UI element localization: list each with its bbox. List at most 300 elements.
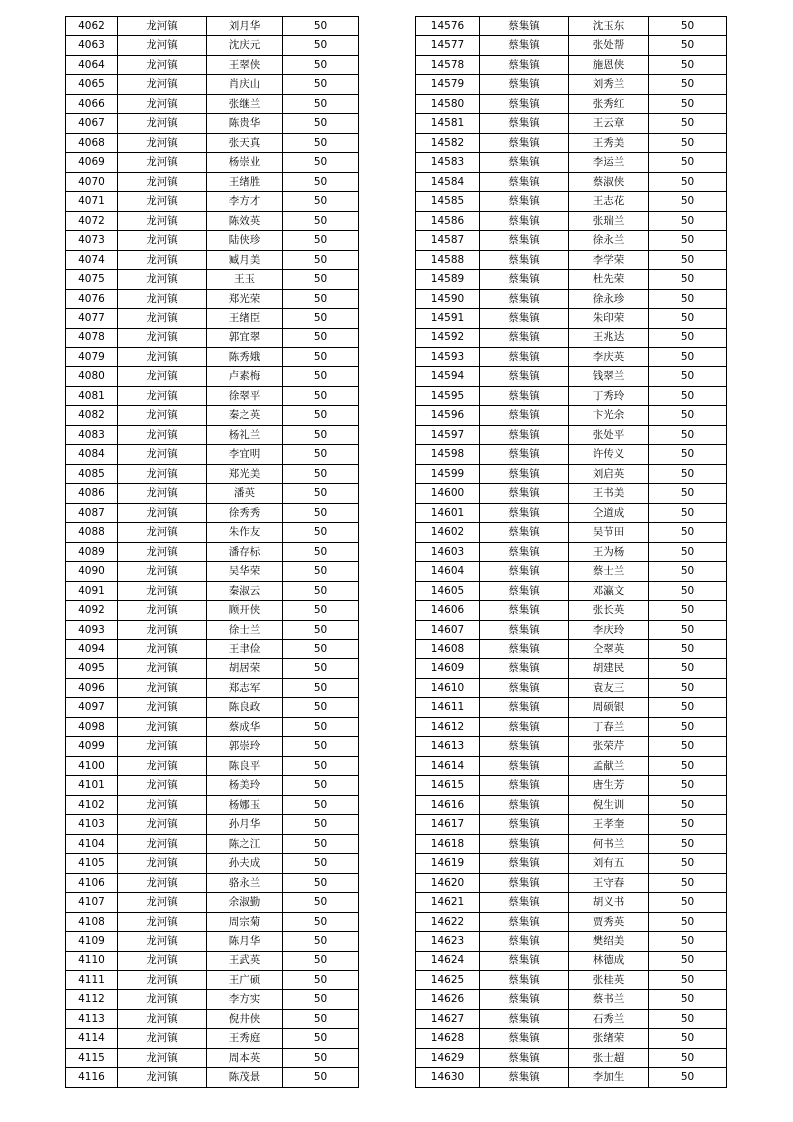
cell-name: 胡义书 — [569, 893, 649, 912]
cell-town: 蔡集镇 — [480, 523, 569, 542]
cell-amount: 50 — [283, 542, 359, 561]
cell-id: 14603 — [416, 542, 480, 561]
cell-id: 14582 — [416, 133, 480, 152]
cell-amount: 50 — [283, 698, 359, 717]
table-row — [66, 289, 359, 308]
cell-name: 朱作友 — [207, 523, 283, 542]
cell-name: 杨美玲 — [207, 776, 283, 795]
cell-id: 14593 — [416, 347, 480, 366]
cell-amount: 50 — [649, 153, 727, 172]
cell-amount: 50 — [649, 970, 727, 989]
cell-id: 4066 — [66, 94, 118, 113]
table-row — [416, 192, 727, 211]
cell-id: 4098 — [66, 717, 118, 736]
cell-name: 吴华荣 — [207, 562, 283, 581]
cell-id: 4080 — [66, 367, 118, 386]
cell-id: 4071 — [66, 192, 118, 211]
cell-amount: 50 — [283, 912, 359, 931]
table-row — [416, 659, 727, 678]
table-row — [416, 211, 727, 230]
cell-name: 徐秀秀 — [207, 503, 283, 522]
table-row — [416, 250, 727, 269]
cell-name: 郑光荣 — [207, 289, 283, 308]
table-row — [66, 153, 359, 172]
cell-id: 14598 — [416, 445, 480, 464]
cell-id: 14576 — [416, 17, 480, 36]
cell-id: 14597 — [416, 425, 480, 444]
table-row — [416, 990, 727, 1009]
cell-name: 骆永兰 — [207, 873, 283, 892]
cell-name: 徐士兰 — [207, 620, 283, 639]
cell-amount: 50 — [649, 854, 727, 873]
cell-town: 龙河镇 — [118, 581, 207, 600]
cell-amount: 50 — [283, 75, 359, 94]
table-row — [416, 795, 727, 814]
cell-town: 蔡集镇 — [480, 464, 569, 483]
cell-id: 14592 — [416, 328, 480, 347]
table-row — [66, 698, 359, 717]
cell-id: 4113 — [66, 1009, 118, 1028]
table-row — [66, 192, 359, 211]
table-row — [416, 153, 727, 172]
cell-amount: 50 — [283, 17, 359, 36]
cell-amount: 50 — [283, 425, 359, 444]
cell-id: 14596 — [416, 406, 480, 425]
table-row — [416, 601, 727, 620]
cell-amount: 50 — [649, 893, 727, 912]
cell-amount: 50 — [649, 17, 727, 36]
cell-id: 14620 — [416, 873, 480, 892]
cell-id: 4072 — [66, 211, 118, 230]
cell-id: 4085 — [66, 464, 118, 483]
cell-name: 何书兰 — [569, 834, 649, 853]
cell-amount: 50 — [283, 620, 359, 639]
cell-name: 王绪臣 — [207, 309, 283, 328]
table-row — [66, 406, 359, 425]
table-row — [66, 36, 359, 55]
cell-id: 4116 — [66, 1068, 118, 1087]
cell-id: 4115 — [66, 1048, 118, 1067]
table-row — [416, 75, 727, 94]
cell-town: 蔡集镇 — [480, 990, 569, 1009]
cell-amount: 50 — [283, 328, 359, 347]
table-row — [416, 328, 727, 347]
cell-id: 4073 — [66, 231, 118, 250]
cell-id: 14617 — [416, 815, 480, 834]
cell-amount: 50 — [283, 250, 359, 269]
cell-town: 蔡集镇 — [480, 659, 569, 678]
cell-amount: 50 — [649, 912, 727, 931]
cell-amount: 50 — [649, 464, 727, 483]
table-row — [66, 776, 359, 795]
cell-id: 4084 — [66, 445, 118, 464]
cell-name: 钱翠兰 — [569, 367, 649, 386]
cell-amount: 50 — [649, 698, 727, 717]
cell-id: 14612 — [416, 717, 480, 736]
cell-amount: 50 — [649, 717, 727, 736]
cell-town: 龙河镇 — [118, 153, 207, 172]
cell-id: 14581 — [416, 114, 480, 133]
table-row — [416, 815, 727, 834]
cell-name: 李宜明 — [207, 445, 283, 464]
cell-name: 肖庆山 — [207, 75, 283, 94]
cell-town: 蔡集镇 — [480, 970, 569, 989]
cell-id: 4105 — [66, 854, 118, 873]
cell-town: 龙河镇 — [118, 542, 207, 561]
cell-id: 14621 — [416, 893, 480, 912]
cell-id: 14608 — [416, 640, 480, 659]
cell-town: 蔡集镇 — [480, 562, 569, 581]
cell-town: 龙河镇 — [118, 250, 207, 269]
cell-id: 4109 — [66, 932, 118, 951]
cell-id: 14601 — [416, 503, 480, 522]
cell-town: 龙河镇 — [118, 367, 207, 386]
cell-amount: 50 — [649, 406, 727, 425]
cell-name: 潘存标 — [207, 542, 283, 561]
cell-id: 14630 — [416, 1068, 480, 1087]
table-row — [416, 698, 727, 717]
cell-town: 蔡集镇 — [480, 1029, 569, 1048]
cell-name: 丁春兰 — [569, 717, 649, 736]
cell-town: 龙河镇 — [118, 873, 207, 892]
cell-name: 刘秀兰 — [569, 75, 649, 94]
cell-id: 4102 — [66, 795, 118, 814]
cell-name: 李庆玲 — [569, 620, 649, 639]
table-row — [66, 542, 359, 561]
cell-name: 秦淑云 — [207, 581, 283, 600]
table-row — [66, 737, 359, 756]
cell-amount: 50 — [649, 192, 727, 211]
cell-amount: 50 — [649, 1068, 727, 1087]
table-row — [416, 834, 727, 853]
cell-name: 丁秀玲 — [569, 386, 649, 405]
cell-amount: 50 — [649, 601, 727, 620]
cell-amount: 50 — [283, 1068, 359, 1087]
cell-id: 14627 — [416, 1009, 480, 1028]
cell-id: 14591 — [416, 309, 480, 328]
cell-name: 张士超 — [569, 1048, 649, 1067]
cell-amount: 50 — [649, 309, 727, 328]
cell-town: 龙河镇 — [118, 289, 207, 308]
cell-id: 14628 — [416, 1029, 480, 1048]
cell-amount: 50 — [649, 815, 727, 834]
cell-town: 龙河镇 — [118, 562, 207, 581]
cell-name: 仝道成 — [569, 503, 649, 522]
cell-id: 4108 — [66, 912, 118, 931]
cell-name: 王书美 — [569, 484, 649, 503]
cell-id: 14616 — [416, 795, 480, 814]
cell-amount: 50 — [283, 717, 359, 736]
cell-id: 4100 — [66, 756, 118, 775]
table-row — [66, 211, 359, 230]
cell-amount: 50 — [283, 932, 359, 951]
cell-id: 14618 — [416, 834, 480, 853]
cell-id: 4077 — [66, 309, 118, 328]
cell-id: 4110 — [66, 951, 118, 970]
cell-amount: 50 — [649, 620, 727, 639]
cell-id: 14585 — [416, 192, 480, 211]
table-row — [66, 503, 359, 522]
table-row — [66, 172, 359, 191]
cell-name: 杨礼兰 — [207, 425, 283, 444]
cell-town: 蔡集镇 — [480, 289, 569, 308]
cell-amount: 50 — [649, 1009, 727, 1028]
cell-town: 蔡集镇 — [480, 94, 569, 113]
cell-town: 龙河镇 — [118, 211, 207, 230]
cell-town: 蔡集镇 — [480, 795, 569, 814]
cell-amount: 50 — [283, 1048, 359, 1067]
table-row — [416, 951, 727, 970]
cell-amount: 50 — [649, 386, 727, 405]
cell-town: 蔡集镇 — [480, 425, 569, 444]
cell-town: 龙河镇 — [118, 717, 207, 736]
cell-town: 蔡集镇 — [480, 756, 569, 775]
cell-town: 蔡集镇 — [480, 309, 569, 328]
cell-name: 王广硕 — [207, 970, 283, 989]
cell-name: 蔡成华 — [207, 717, 283, 736]
cell-name: 陈之江 — [207, 834, 283, 853]
cell-amount: 50 — [283, 815, 359, 834]
cell-town: 蔡集镇 — [480, 1009, 569, 1028]
table-row — [66, 717, 359, 736]
cell-town: 龙河镇 — [118, 912, 207, 931]
cell-id: 4096 — [66, 678, 118, 697]
cell-id: 14595 — [416, 386, 480, 405]
cell-name: 张秀红 — [569, 94, 649, 113]
cell-id: 14606 — [416, 601, 480, 620]
table-row — [66, 445, 359, 464]
cell-amount: 50 — [283, 406, 359, 425]
cell-id: 4101 — [66, 776, 118, 795]
cell-id: 4075 — [66, 270, 118, 289]
cell-amount: 50 — [283, 659, 359, 678]
cell-town: 龙河镇 — [118, 834, 207, 853]
cell-id: 14614 — [416, 756, 480, 775]
cell-amount: 50 — [283, 270, 359, 289]
cell-town: 蔡集镇 — [480, 55, 569, 74]
cell-name: 王聿俭 — [207, 640, 283, 659]
table-row — [66, 990, 359, 1009]
table-row — [66, 912, 359, 931]
cell-town: 蔡集镇 — [480, 250, 569, 269]
cell-name: 陈良平 — [207, 756, 283, 775]
table-row — [416, 114, 727, 133]
cell-name: 周宗菊 — [207, 912, 283, 931]
cell-name: 林德成 — [569, 951, 649, 970]
cell-town: 蔡集镇 — [480, 36, 569, 55]
cell-id: 14624 — [416, 951, 480, 970]
cell-town: 龙河镇 — [118, 990, 207, 1009]
cell-town: 蔡集镇 — [480, 912, 569, 931]
cell-amount: 50 — [283, 893, 359, 912]
cell-town: 龙河镇 — [118, 36, 207, 55]
cell-amount: 50 — [649, 1048, 727, 1067]
cell-name: 王为杨 — [569, 542, 649, 561]
cell-amount: 50 — [283, 211, 359, 230]
cell-amount: 50 — [283, 795, 359, 814]
cell-name: 卞光余 — [569, 406, 649, 425]
cell-amount: 50 — [283, 289, 359, 308]
cell-amount: 50 — [283, 678, 359, 697]
cell-id: 4107 — [66, 893, 118, 912]
cell-name: 沈庆元 — [207, 36, 283, 55]
table-row — [416, 640, 727, 659]
cell-town: 蔡集镇 — [480, 1048, 569, 1067]
cell-name: 刘启英 — [569, 464, 649, 483]
table-row — [66, 678, 359, 697]
cell-amount: 50 — [649, 172, 727, 191]
table-row — [66, 347, 359, 366]
cell-town: 蔡集镇 — [480, 581, 569, 600]
cell-town: 龙河镇 — [118, 386, 207, 405]
cell-amount: 50 — [649, 367, 727, 386]
cell-town: 蔡集镇 — [480, 114, 569, 133]
table-row — [66, 17, 359, 36]
cell-town: 蔡集镇 — [480, 1068, 569, 1087]
cell-town: 蔡集镇 — [480, 834, 569, 853]
cell-name: 杨崇业 — [207, 153, 283, 172]
cell-name: 臧月美 — [207, 250, 283, 269]
cell-town: 蔡集镇 — [480, 270, 569, 289]
table-row — [416, 737, 727, 756]
cell-amount: 50 — [649, 289, 727, 308]
cell-amount: 50 — [649, 873, 727, 892]
table-row — [416, 970, 727, 989]
cell-id: 14583 — [416, 153, 480, 172]
cell-amount: 50 — [649, 581, 727, 600]
cell-amount: 50 — [283, 873, 359, 892]
cell-name: 王志花 — [569, 192, 649, 211]
cell-name: 陈秀娥 — [207, 347, 283, 366]
cell-amount: 50 — [283, 581, 359, 600]
cell-id: 14586 — [416, 211, 480, 230]
cell-id: 4082 — [66, 406, 118, 425]
table-row — [416, 309, 727, 328]
table-row — [66, 484, 359, 503]
cell-town: 蔡集镇 — [480, 542, 569, 561]
table-row — [416, 1068, 727, 1087]
table-row — [416, 231, 727, 250]
cell-amount: 50 — [283, 153, 359, 172]
cell-amount: 50 — [649, 795, 727, 814]
table-row — [66, 1048, 359, 1067]
cell-town: 龙河镇 — [118, 425, 207, 444]
cell-name: 朱印荣 — [569, 309, 649, 328]
cell-id: 4099 — [66, 737, 118, 756]
cell-town: 龙河镇 — [118, 445, 207, 464]
cell-id: 14609 — [416, 659, 480, 678]
table-row — [66, 328, 359, 347]
cell-town: 蔡集镇 — [480, 776, 569, 795]
cell-name: 张继兰 — [207, 94, 283, 113]
cell-name: 蔡书兰 — [569, 990, 649, 1009]
cell-amount: 50 — [283, 309, 359, 328]
cell-name: 王秀美 — [569, 133, 649, 152]
table-row — [416, 756, 727, 775]
cell-town: 龙河镇 — [118, 406, 207, 425]
cell-town: 蔡集镇 — [480, 503, 569, 522]
cell-name: 李学荣 — [569, 250, 649, 269]
cell-id: 14587 — [416, 231, 480, 250]
cell-name: 徐永珍 — [569, 289, 649, 308]
cell-name: 王武英 — [207, 951, 283, 970]
cell-amount: 50 — [649, 834, 727, 853]
cell-town: 龙河镇 — [118, 951, 207, 970]
cell-town: 龙河镇 — [118, 854, 207, 873]
cell-name: 李庆英 — [569, 347, 649, 366]
cell-id: 14600 — [416, 484, 480, 503]
cell-amount: 50 — [283, 776, 359, 795]
table-row — [416, 270, 727, 289]
cell-town: 蔡集镇 — [480, 640, 569, 659]
cell-id: 4091 — [66, 581, 118, 600]
cell-town: 龙河镇 — [118, 620, 207, 639]
cell-name: 王孝奎 — [569, 815, 649, 834]
cell-amount: 50 — [649, 133, 727, 152]
cell-name: 张天真 — [207, 133, 283, 152]
cell-amount: 50 — [649, 445, 727, 464]
cell-id: 14580 — [416, 94, 480, 113]
cell-name: 张桂英 — [569, 970, 649, 989]
cell-name: 李方实 — [207, 990, 283, 1009]
cell-id: 14607 — [416, 620, 480, 639]
cell-id: 14619 — [416, 854, 480, 873]
cell-name: 李加生 — [569, 1068, 649, 1087]
left-table — [65, 16, 359, 1088]
cell-town: 蔡集镇 — [480, 678, 569, 697]
cell-amount: 50 — [649, 932, 727, 951]
cell-amount: 50 — [283, 484, 359, 503]
cell-town: 蔡集镇 — [480, 172, 569, 191]
cell-name: 张处平 — [569, 425, 649, 444]
cell-id: 14604 — [416, 562, 480, 581]
cell-amount: 50 — [283, 445, 359, 464]
cell-amount: 50 — [283, 951, 359, 970]
table-row — [416, 873, 727, 892]
cell-town: 龙河镇 — [118, 970, 207, 989]
cell-amount: 50 — [283, 640, 359, 659]
cell-town: 龙河镇 — [118, 601, 207, 620]
cell-name: 秦之英 — [207, 406, 283, 425]
table-row — [416, 289, 727, 308]
cell-town: 龙河镇 — [118, 328, 207, 347]
cell-amount: 50 — [283, 737, 359, 756]
cell-amount: 50 — [283, 55, 359, 74]
cell-amount: 50 — [283, 854, 359, 873]
cell-name: 张绪荣 — [569, 1029, 649, 1048]
cell-town: 龙河镇 — [118, 1068, 207, 1087]
cell-amount: 50 — [649, 523, 727, 542]
cell-name: 周硕银 — [569, 698, 649, 717]
cell-name: 杜先荣 — [569, 270, 649, 289]
cell-id: 4063 — [66, 36, 118, 55]
table-row — [416, 347, 727, 366]
table-row — [66, 640, 359, 659]
cell-amount: 50 — [283, 1009, 359, 1028]
cell-town: 蔡集镇 — [480, 231, 569, 250]
table-row — [66, 309, 359, 328]
cell-town: 龙河镇 — [118, 756, 207, 775]
cell-id: 14590 — [416, 289, 480, 308]
table-row — [416, 776, 727, 795]
cell-id: 14588 — [416, 250, 480, 269]
cell-name: 郑志军 — [207, 678, 283, 697]
cell-town: 蔡集镇 — [480, 737, 569, 756]
cell-town: 蔡集镇 — [480, 873, 569, 892]
cell-name: 倪生训 — [569, 795, 649, 814]
cell-amount: 50 — [649, 94, 727, 113]
cell-name: 陆侠珍 — [207, 231, 283, 250]
